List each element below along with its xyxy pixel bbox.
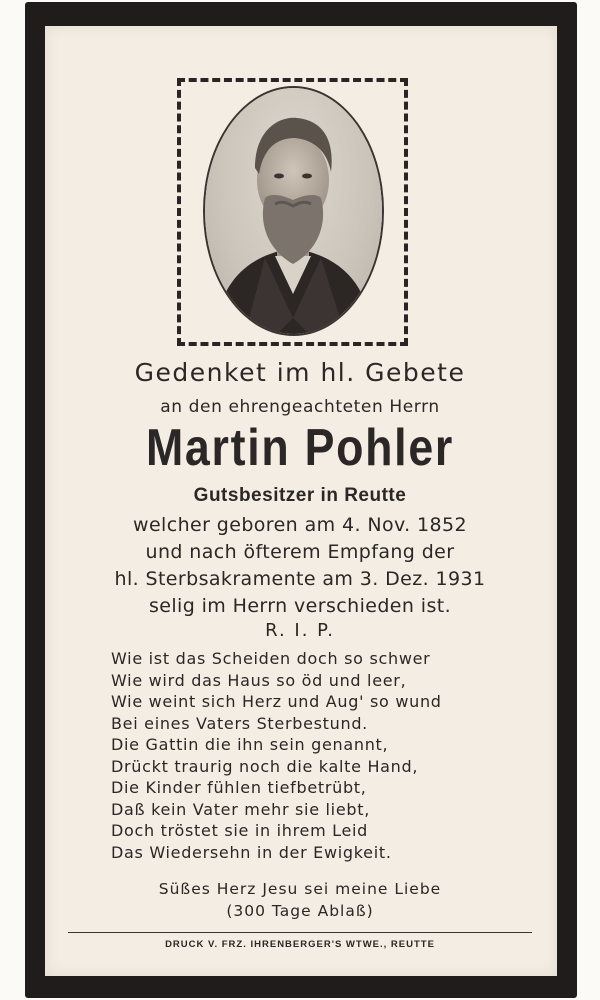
- poem-line: Wie ist das Scheiden doch so schwer: [111, 649, 431, 668]
- card-heading: Gedenket im hl. Gebete: [134, 358, 466, 387]
- biography: [0, 512, 600, 620]
- rip-text: R. I. P.: [265, 620, 335, 641]
- poem-line: Doch tröstet sie in ihrem Leid: [111, 821, 369, 840]
- poem-line: Wie weint sich Herz und Aug' so wund: [111, 692, 442, 711]
- indulgence-note: (300 Tage Ablaß): [226, 902, 374, 920]
- card-subheading: an den ehrengeachteten Herrn: [160, 397, 440, 417]
- poem-line: Drückt traurig noch die kalte Hand,: [111, 756, 419, 776]
- bearded-man-portrait-icon: [205, 88, 382, 334]
- closing-prayer: Süßes Herz Jesu sei meine Liebe: [158, 880, 442, 898]
- deceased-name: Martin Pohler: [145, 419, 455, 477]
- biography-line: hl. Sterbsakramente am 3. Dez. 1931: [114, 568, 486, 590]
- poem-line: Bei eines Vaters Sterbestund.: [111, 713, 368, 733]
- biography-line: welcher geboren am 4. Nov. 1852: [133, 514, 467, 536]
- biography-line: und nach öfterem Empfang der: [145, 541, 455, 563]
- poem-line: Die Kinder fühlen tiefbetrübt,: [111, 778, 367, 797]
- deceased-occupation: Gutsbesitzer in Reutte: [193, 485, 407, 506]
- printer-imprint: DRUCK V. FRZ. IHRENBERGER'S WTWE., REUTTE: [165, 939, 435, 950]
- poem-line: Daß kein Vater mehr sie liebt,: [111, 799, 370, 819]
- poem-line: Die Gattin die ihn sein genannt,: [111, 735, 389, 754]
- poem-line: Wie wird das Haus so öd und leer,: [111, 670, 407, 690]
- divider-line: [68, 932, 532, 933]
- portrait-photo: [205, 88, 382, 334]
- biography-line: selig im Herrn verschieden ist.: [148, 595, 452, 617]
- poem-line: Das Wiedersehn in der Ewigkeit.: [111, 842, 392, 862]
- memorial-poem: [111, 648, 531, 863]
